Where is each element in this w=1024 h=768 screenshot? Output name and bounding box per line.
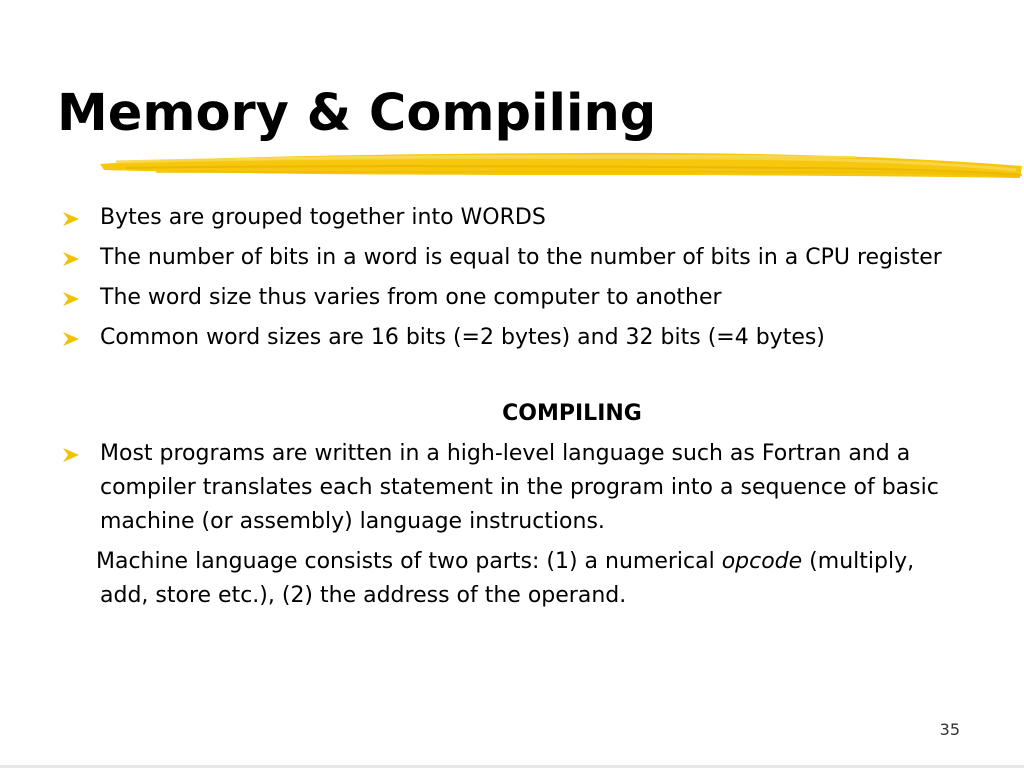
paragraph-text-before: Machine language consists of two parts: (1) a numerical — [96, 549, 722, 574]
arrow-bullet-icon — [62, 332, 80, 346]
bullet-text: The number of bits in a word is equal to the number of bits in a CPU register — [100, 245, 942, 270]
title-brush-underline — [96, 148, 1024, 188]
arrow-bullet-icon — [62, 252, 80, 266]
bullet-item — [62, 281, 962, 315]
paragraph-text-after: (multiply, add, store etc.), (2) the address of the operand. — [100, 549, 915, 608]
section-heading: COMPILING — [502, 401, 642, 426]
slide-body — [62, 201, 962, 613]
paragraph-emphasis: opcode — [721, 549, 803, 574]
bullet-item — [62, 437, 962, 539]
bullet-text: The word size thus varies from one computer to another — [100, 285, 722, 310]
bullet-text: Bytes are grouped together into WORDS — [100, 205, 546, 230]
arrow-bullet-icon — [62, 292, 80, 306]
page-number: 35 — [939, 720, 960, 739]
slide-title: Memory & Compiling — [57, 84, 657, 143]
bullet-item — [62, 241, 962, 275]
bullet-item — [62, 321, 962, 355]
arrow-bullet-icon — [62, 448, 80, 462]
bullet-text: Most programs are written in a high-level language such as Fortran and a compiler translates each statement in the program into a sequence of basic machine (or assembly) language instructions. — [100, 441, 939, 534]
bullet-item — [62, 201, 962, 235]
bullet-text: Common word sizes are 16 bits (=2 bytes) and 32 bits (=4 bytes) — [100, 325, 825, 350]
arrow-bullet-icon — [62, 212, 80, 226]
machine-language-paragraph — [62, 545, 962, 613]
